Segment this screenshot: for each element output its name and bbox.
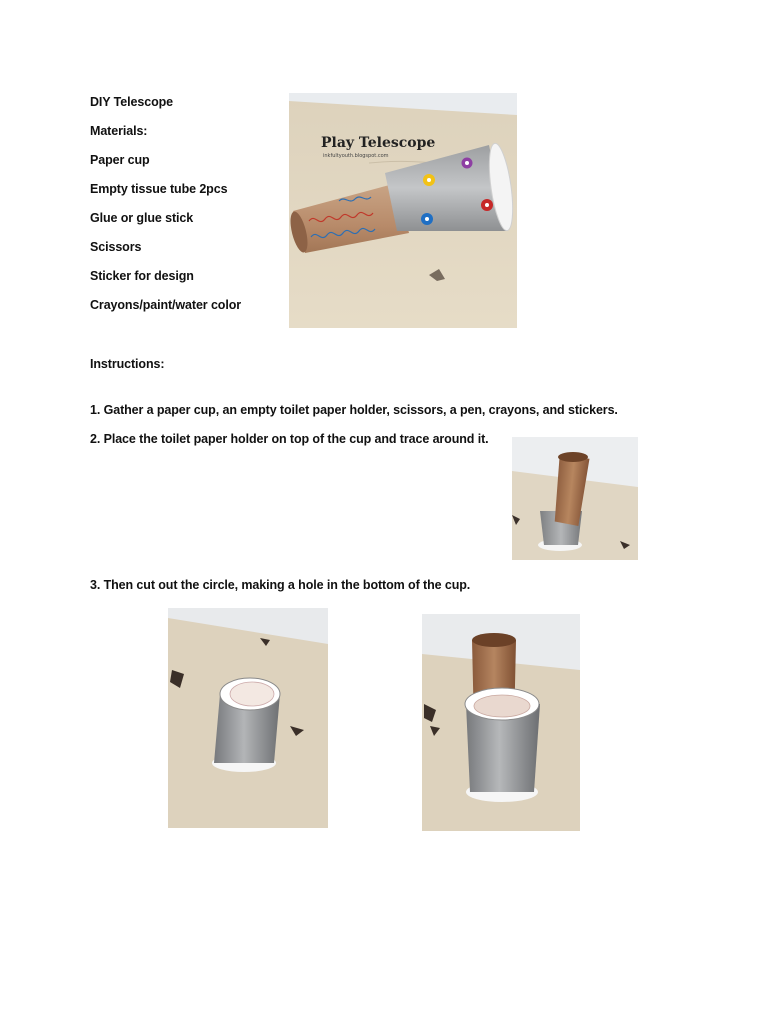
document-title: DIY Telescope (90, 95, 173, 109)
materials-heading: Materials: (90, 124, 148, 138)
material-item: Crayons/paint/water color (90, 298, 242, 312)
material-item: Paper cup (90, 153, 150, 167)
photo-watermark: inkfultyouth.blogspot.com (323, 153, 389, 159)
material-item: Glue or glue stick (90, 211, 194, 225)
instructions-heading: Instructions: (90, 357, 165, 371)
photo-caption: Play Telescope (321, 135, 436, 151)
step-3: 3. Then cut out the circle, making a hole in the bottom of the cup. (90, 578, 471, 592)
step-2-photo (512, 437, 638, 560)
step-2: 2. Place the toilet paper holder on top of the cup and trace around it. (90, 432, 489, 446)
material-item: Sticker for design (90, 269, 194, 283)
flower-sticker (423, 174, 435, 186)
material-item: Empty tissue tube 2pcs (90, 182, 228, 196)
telescope-hero-photo (289, 93, 517, 328)
step-1: 1. Gather a paper cup, an empty toilet paper holder, scissors, a pen, crayons, and stickers. (90, 403, 618, 417)
step-3-photo-cup-and-tube (422, 614, 580, 831)
step-3-photo-cut-cup (168, 608, 328, 828)
material-item: Scissors (90, 240, 142, 254)
